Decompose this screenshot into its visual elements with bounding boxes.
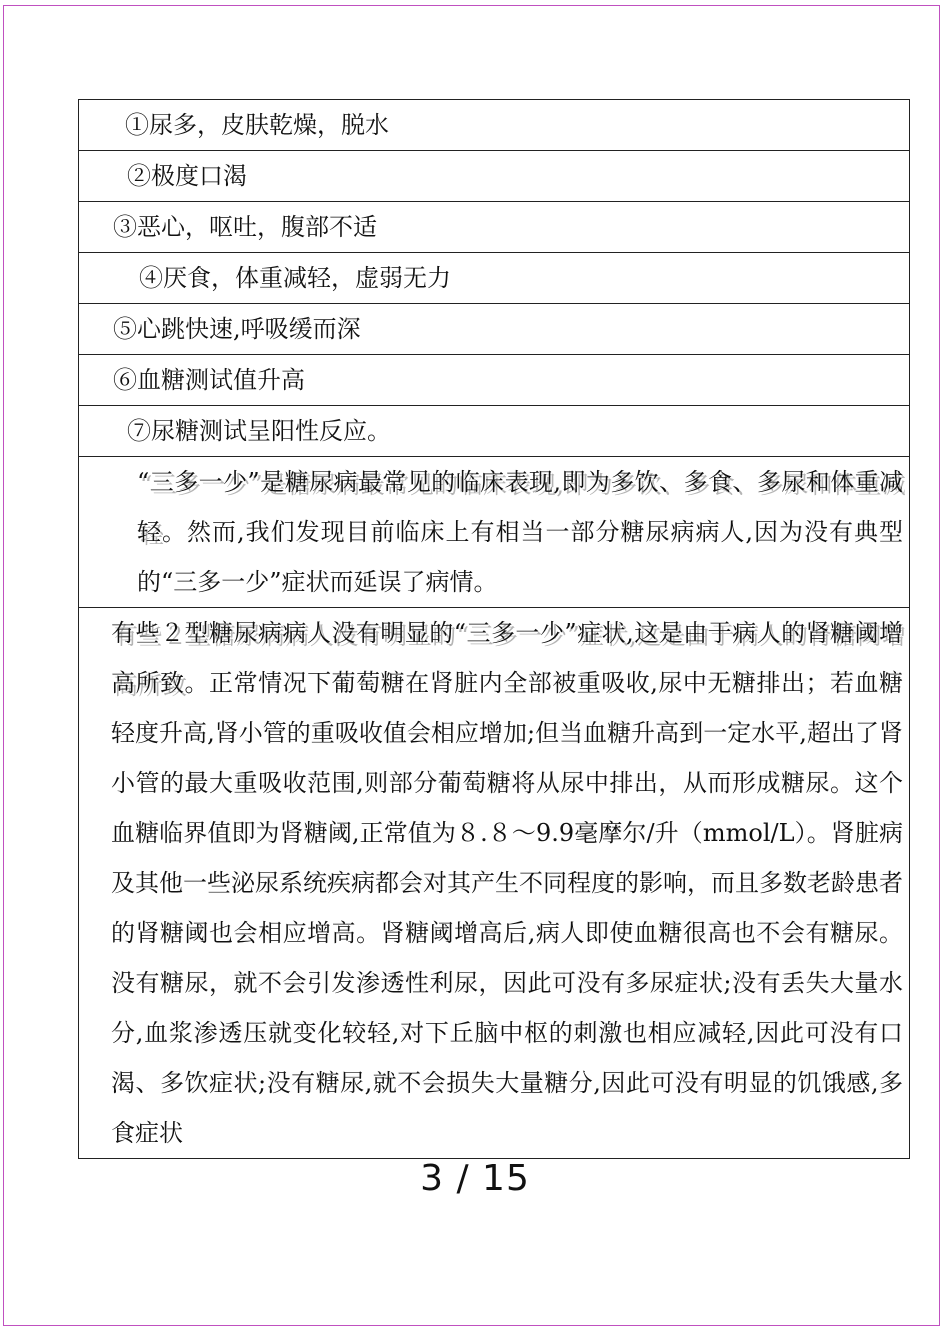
symptom-item: ⑤心跳快速,呼吸缓而深 <box>113 315 361 343</box>
content-table <box>78 99 910 1159</box>
paragraph-intro <box>87 457 903 607</box>
symptom-cell <box>79 355 910 406</box>
paragraph-lead: “三多一少”是糖尿病最常见的临床表现,即为多饮、多食、多尿和体重减轻 <box>137 468 903 546</box>
symptom-item: ④厌食，体重减轻，虚弱无力 <box>139 264 451 292</box>
symptom-item: ②极度口渴 <box>127 162 247 190</box>
symptom-item: ①尿多，皮肤乾燥，脱水 <box>125 111 389 139</box>
symptom-cell <box>79 100 910 151</box>
symptom-cell <box>79 253 910 304</box>
symptom-item: ⑦尿糖测试呈阳性反应。 <box>127 417 391 445</box>
symptom-item: ⑥血糖测试值升高 <box>113 366 305 394</box>
paragraph-body: 。然而,我们发现目前临床上有相当一部分糖尿病病人,因为没有典型的“三多一少”症状而延误了病情。 <box>137 518 903 596</box>
paragraph-explanation <box>87 608 903 1158</box>
paragraph-cell <box>79 608 910 1159</box>
paragraph-cell <box>79 457 910 608</box>
table-row <box>79 355 910 406</box>
table-row <box>79 100 910 151</box>
symptom-item: ③恶心，呕吐，腹部不适 <box>113 213 377 241</box>
paragraph-body: 。正常情况下葡萄糖在肾脏内全部被重吸收,尿中无糖排出；若血糖轻度升高,肾小管的重吸收值会相应增加;但当血糖升高到一定水平,超出了肾小管的最大重吸收范围,则部分葡萄糖将从尿中排出，从而形成糖尿。这个血糖临界值即为肾糖阈,正常值为８.８～9.9毫摩尔/升（mmol/L）。肾脏病及其他一些泌尿系统疾病都会对其产生不同程度的影响，而且多数老龄患者的肾糖阈也会相应增高。肾糖阈增高后,病人即使血糖很高也不会有糖尿。没有糖尿，就不会引发渗透性利尿，因此可没有多尿症状;没有丢失大量水分,血浆渗透压就变化较轻,对下丘脑中枢的刺激也相应减轻,因此可没有口渴、多饮症状;没有糖尿,就不会损失大量糖分,因此可没有明显的饥饿感,多食症状 <box>111 669 903 1147</box>
table-row <box>79 304 910 355</box>
table-row <box>79 151 910 202</box>
page-number: 3 / 15 <box>420 1158 530 1199</box>
table-row <box>79 253 910 304</box>
symptom-cell <box>79 202 910 253</box>
table-row <box>79 457 910 608</box>
symptom-cell <box>79 151 910 202</box>
table-row <box>79 406 910 457</box>
symptom-cell <box>79 304 910 355</box>
table-row <box>79 202 910 253</box>
symptom-cell <box>79 406 910 457</box>
paragraph-lead: 有些２型糖尿病病人没有明显的“三多一少”症状,这是由于病人的肾糖阈增高所致 <box>111 619 903 697</box>
table-row <box>79 608 910 1159</box>
